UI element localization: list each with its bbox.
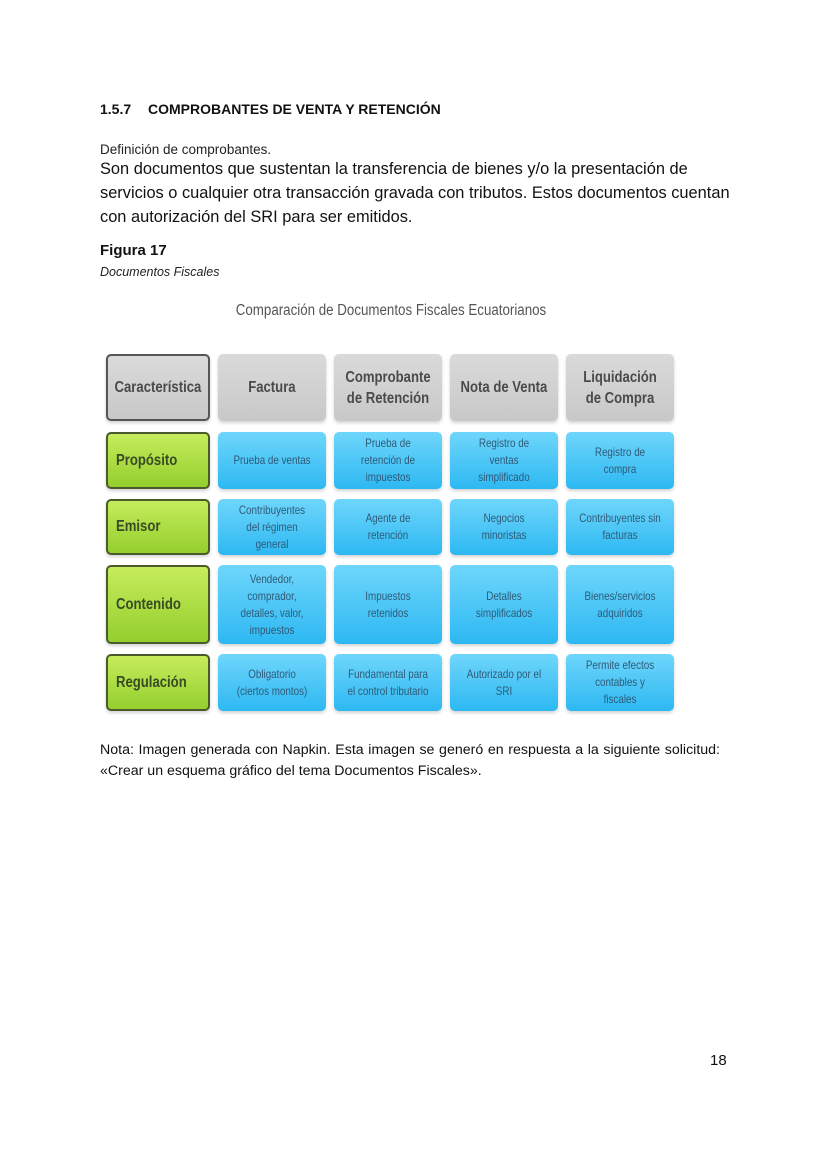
value-cell bbox=[450, 499, 558, 555]
section-title: COMPROBANTES DE VENTA Y RETENCIÓN bbox=[148, 101, 441, 117]
header-cell-caracteristica bbox=[106, 354, 210, 421]
figure-label: Figura 17 bbox=[100, 242, 167, 259]
cell-text: Bienes/servicios adquiridos bbox=[584, 588, 656, 620]
cell-text: Prueba de ventas bbox=[233, 453, 311, 467]
value-cell bbox=[334, 654, 442, 711]
cell-text: Registro de compra bbox=[594, 444, 646, 476]
cell-text: Vendedor, comprador, detalles, valor, impuestos bbox=[240, 571, 304, 637]
cell-text: Contribuyentes sin facturas bbox=[579, 511, 661, 542]
header-label: Factura bbox=[248, 379, 296, 396]
row-header-emisor bbox=[106, 499, 210, 555]
value-cell bbox=[450, 654, 558, 711]
value-cell bbox=[566, 432, 674, 489]
row-label: Propósito bbox=[116, 451, 178, 469]
value-cell bbox=[218, 565, 326, 644]
cell-text: Contribuyentes del régimen general bbox=[238, 502, 306, 551]
value-cell bbox=[334, 565, 442, 644]
figure-note: Nota: Imagen generada con Napkin. Esta imagen se generó en respuesta a la siguiente solicitud: «Crear un esquema gráfico del tema Documentos Fiscales». bbox=[100, 742, 720, 779]
definition-subtitle: Definición de comprobantes. bbox=[100, 142, 272, 157]
value-cell bbox=[566, 499, 674, 555]
section-heading bbox=[100, 101, 441, 117]
value-cell bbox=[218, 499, 326, 555]
cell-text: Registro de ventas simplificado bbox=[478, 436, 530, 484]
cell-text: Obligatorio (ciertos montos) bbox=[236, 666, 308, 698]
row-header-regulacion bbox=[106, 654, 210, 711]
header-cell-factura bbox=[218, 354, 326, 421]
value-cell bbox=[218, 432, 326, 489]
value-cell bbox=[334, 432, 442, 489]
cell-text: Detalles simplificados bbox=[475, 588, 533, 620]
figure-caption: Documentos Fiscales bbox=[100, 265, 220, 279]
value-cell bbox=[218, 654, 326, 711]
header-label: Liquidación de Compra bbox=[583, 368, 657, 407]
row-header-contenido bbox=[106, 565, 210, 644]
row-label: Emisor bbox=[116, 518, 161, 535]
header-cell-nota-venta bbox=[450, 354, 558, 421]
header-label: Característica bbox=[114, 379, 202, 396]
value-cell bbox=[450, 432, 558, 489]
value-cell bbox=[450, 565, 558, 644]
header-label: Nota de Venta bbox=[460, 379, 548, 396]
row-label: Regulación bbox=[116, 673, 187, 691]
value-cell bbox=[566, 565, 674, 644]
page-number: 18 bbox=[710, 1052, 727, 1069]
cell-text: Prueba de retención de impuestos bbox=[360, 436, 416, 484]
cell-text: Autorizado por el SRI bbox=[466, 666, 542, 698]
header-cell-liquidacion-compra bbox=[566, 354, 674, 421]
header-cell-comprobante-retencion bbox=[334, 354, 442, 421]
row-label: Contenido bbox=[116, 595, 181, 613]
row-header-proposito bbox=[106, 432, 210, 489]
section-number: 1.5.7 bbox=[100, 101, 132, 117]
body-paragraph: Son documentos que sustentan la transferencia de bienes y/o la presentación de servicios o cualquier otra transacción gravada con tributos. Estos documentos cuentan con autorización del SRI para ser emitidos. bbox=[100, 160, 730, 226]
value-cell bbox=[566, 654, 674, 711]
cell-text: Impuestos retenidos bbox=[365, 588, 411, 620]
value-cell bbox=[334, 499, 442, 555]
header-label: Comprobante de Retención bbox=[345, 368, 431, 407]
cell-text: Permite efectos contables y fiscales bbox=[585, 658, 655, 706]
cell-text: Negocios minoristas bbox=[481, 511, 527, 542]
cell-text: Fundamental para el control tributario bbox=[347, 666, 429, 698]
cell-text: Agente de retención bbox=[365, 511, 411, 542]
figure-title: Comparación de Documentos Fiscales Ecuatorianos bbox=[235, 302, 547, 319]
